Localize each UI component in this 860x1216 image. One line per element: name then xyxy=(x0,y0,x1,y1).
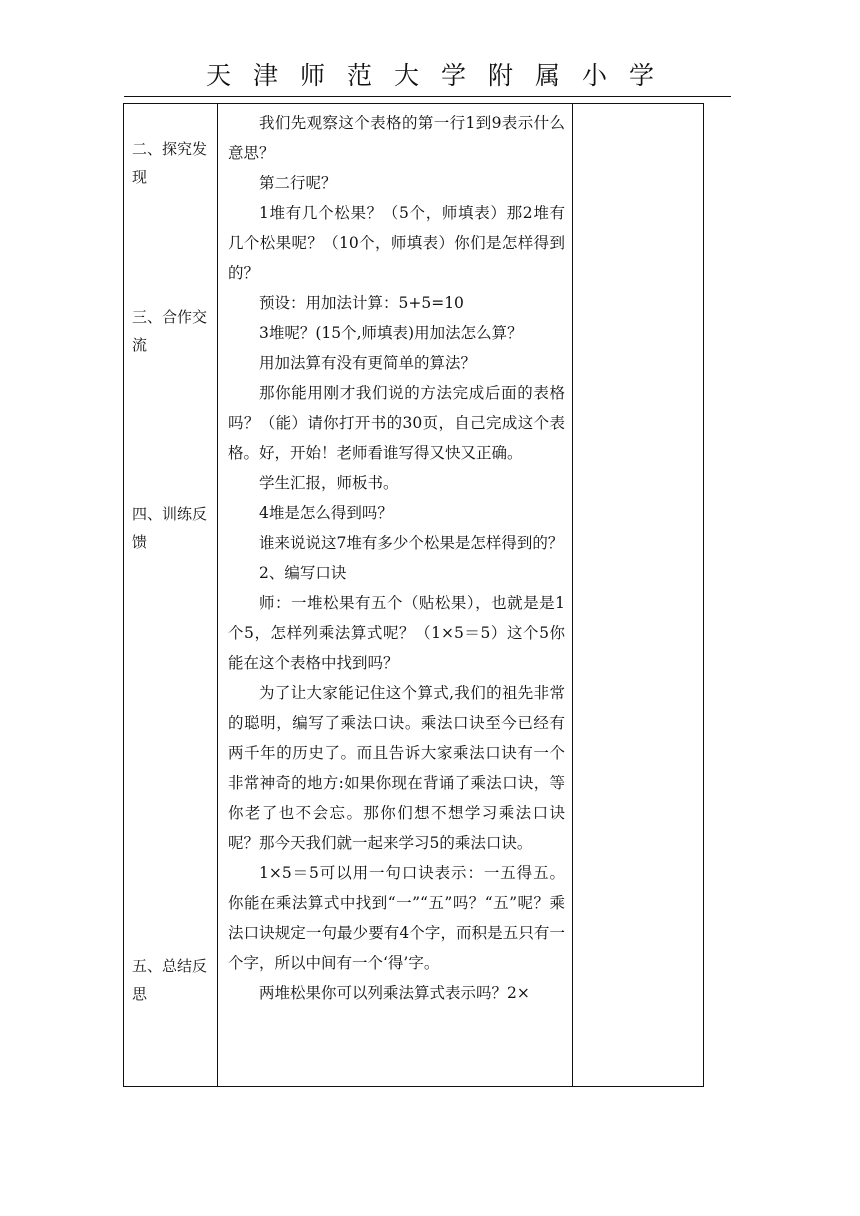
content-paragraph: 学生汇报，师板书。 xyxy=(259,474,399,492)
header-rule xyxy=(124,96,731,97)
lesson-plan-table xyxy=(123,103,704,1087)
column-divider xyxy=(217,104,218,1086)
content-paragraph: 2、编写口诀 xyxy=(259,564,347,582)
content-paragraph: 谁来说说这7堆有多少个松果是怎样得到的？ xyxy=(259,534,564,552)
content-paragraph: 第二行呢？ xyxy=(259,174,337,192)
notes-column xyxy=(573,104,703,1086)
lesson-content xyxy=(228,108,565,1008)
content-paragraph: 4堆是怎么得到吗？ xyxy=(259,504,393,522)
content-paragraph: 预设：用加法计算：5+5=10 xyxy=(259,294,464,312)
content-paragraph: 那你能用刚才我们说的方法完成后面的表格吗？（能）请你打开书的30页，自己完成这个表格。好，开始！老师看谁写得又快又正确。 xyxy=(228,384,565,462)
stage-label-explore: 二、探究发现 xyxy=(132,140,208,186)
content-paragraph: 3堆呢？(15个,师填表)用加法怎么算？ xyxy=(259,324,523,342)
content-paragraph: 1堆有几个松果？（5个，师填表）那2堆有几个松果呢？（10个，师填表）你们是怎样得到的？ xyxy=(228,204,565,282)
content-paragraph: 师：一堆松果有五个（贴松果），也就是是1个5，怎样列乘法算式呢？（1×5＝5）这个5你能在这个表格中找到吗？ xyxy=(228,594,565,672)
content-paragraph: 两堆松果你可以列乘法算式表示吗？2× xyxy=(259,984,530,1002)
content-paragraph: 用加法算有没有更简单的算法？ xyxy=(259,354,477,372)
content-paragraph: 为了让大家能记住这个算式,我们的祖先非常的聪明，编写了乘法口诀。乘法口诀至今已经有两千年的历史了。而且告诉大家乘法口诀有一个非常神奇的地方:如果你现在背诵了乘法口诀，等你老了也不会忘。那你们想不想学习乘法口诀呢？那今天我们就一起来学习5的乘法口诀。 xyxy=(228,684,565,852)
stage-label-cooperate: 三、合作交流 xyxy=(132,308,208,354)
school-name-header: 天津师范大学附属小学 xyxy=(205,61,676,90)
stage-label-summary: 五、总结反思 xyxy=(132,957,208,1003)
content-paragraph: 1×5＝5可以用一句口诀表示：一五得五。你能在乘法算式中找到“一”“五”吗？“五”呢？乘法口诀规定一句最少要有4个字，而积是五只有一个字，所以中间有一个‘得’字。 xyxy=(228,864,565,972)
stage-label-practice: 四、训练反馈 xyxy=(132,505,208,551)
content-paragraph: 我们先观察这个表格的第一行1到9表示什么意思？ xyxy=(228,114,565,162)
